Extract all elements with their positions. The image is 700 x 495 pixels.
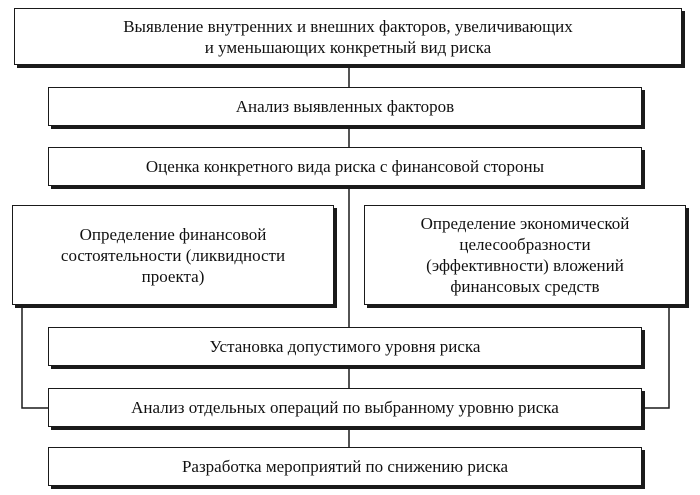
step-identify-factors-text: Выявление внутренних и внешних факторов, увеличивающих и уменьшающих конкретный вид риска [123, 16, 573, 57]
step-risk-reduction-measures-text: Разработка мероприятий по снижению риска [181, 457, 509, 476]
step-economic-efficiency-text: Определение экономической целесообразности (эффективности) вложений финансовых средств [420, 214, 630, 296]
step-risk-level [48, 327, 642, 366]
step-assess-risk-text: Оценка конкретного вида риска с финансовой стороны [145, 157, 545, 176]
connector-left-branch [22, 305, 48, 408]
step-economic-efficiency [364, 205, 686, 305]
step-risk-level-text: Установка допустимого уровня риска [209, 337, 481, 356]
step-analyze-operations-text: Анализ отдельных операций по выбранному уровню риска [131, 398, 559, 417]
step-assess-risk [48, 147, 642, 186]
connector-right-branch [644, 305, 669, 408]
step-analyze-factors-text: Анализ выявленных факторов [235, 97, 455, 116]
step-analyze-operations [48, 388, 642, 427]
step-risk-reduction-measures [48, 447, 642, 486]
step-analyze-factors [48, 87, 642, 126]
step-financial-solvency-text: Определение финансовой состоятельности (ликвидности проекта) [60, 224, 286, 286]
step-financial-solvency [12, 205, 334, 305]
step-identify-factors [14, 8, 682, 65]
